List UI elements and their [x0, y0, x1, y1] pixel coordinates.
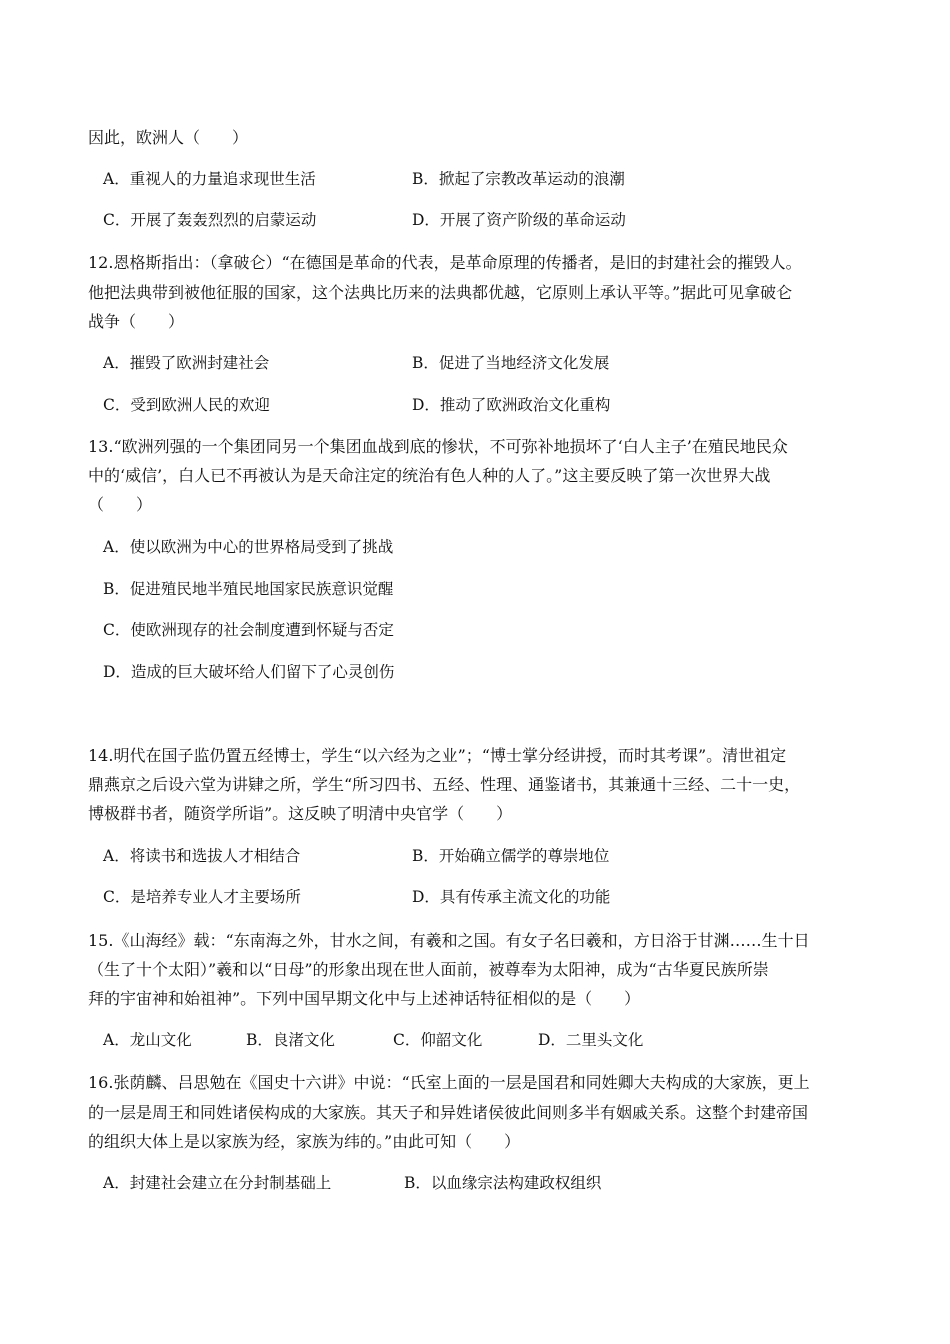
q11-option-a: A．重视人的力量追求现世生活 — [103, 170, 316, 188]
q12-option-a: A．摧毁了欧洲封建社会 — [103, 354, 270, 372]
q15-option-c: C．仰韶文化 — [393, 1031, 483, 1049]
q12-stem-line-1: 12.恩格斯指出：（拿破仑）“在德国是革命的代表，是革命原理的传播者，是旧的封建社会的摧毁人。 — [88, 253, 802, 272]
q15-stem-line-1: 15.《山海经》载：“东南海之外，甘水之间，有羲和之国。有女子名曰羲和，方日浴于甘渊……生十日 — [88, 931, 810, 950]
q11-option-d: D．开展了资产阶级的革命运动 — [412, 211, 626, 229]
q15-option-b: B．良渚文化 — [246, 1031, 335, 1049]
q12-stem-line-2: 他把法典带到被他征服的国家，这个法典比历来的法典都优越，它原则上承认平等。”据此可见拿破仑 — [88, 283, 793, 302]
q14-option-d: D．具有传承主流文化的功能 — [412, 888, 611, 906]
q15-stem-line-2: （生了十个太阳）”羲和以“日母”的形象出现在世人面前，被尊奉为太阳神，成为“古华夏民族所崇 — [88, 960, 769, 979]
q11-stem-tail: 因此，欧洲人（ ） — [88, 128, 249, 147]
q11-option-b: B．掀起了宗教改革运动的浪潮 — [412, 170, 625, 188]
q12-stem-line-3: 战争（ ） — [88, 312, 185, 331]
q15-stem-line-3: 拜的宇宙神和始祖神”。下列中国早期文化中与上述神话特征相似的是（ ） — [88, 989, 641, 1008]
q12-option-b: B．促进了当地经济文化发展 — [412, 354, 610, 372]
q13-option-a: A．使以欧洲为中心的世界格局受到了挑战 — [103, 538, 394, 556]
q11-option-c: C．开展了轰轰烈烈的启蒙运动 — [103, 211, 317, 229]
q15-option-d: D．二里头文化 — [538, 1031, 644, 1049]
q16-stem-line-2: 的一层是周王和同姓诸侯构成的大家族。其天子和异姓诸侯彼此间则多半有姻戚关系。这整个封建帝国 — [88, 1103, 809, 1122]
q13-option-b: B．促进殖民地半殖民地国家民族意识觉醒 — [103, 580, 394, 598]
q14-option-c: C．是培养专业人才主要场所 — [103, 888, 301, 906]
q16-option-b: B．以血缘宗法构建政权组织 — [404, 1174, 602, 1192]
q13-stem-line-3: （ ） — [88, 495, 153, 514]
q13-option-d: D．造成的巨大破坏给人们留下了心灵创伤 — [103, 663, 395, 681]
q13-stem-line-1: 13.“欧洲列强的一个集团同另一个集团血战到底的惨状，不可弥补地损坏了‘白人主子’在殖民地民众 — [88, 437, 788, 456]
q13-option-c: C．使欧洲现存的社会制度遭到怀疑与否定 — [103, 621, 394, 639]
q14-option-a: A．将读书和选拔人才相结合 — [103, 847, 301, 865]
q16-stem-line-1: 16.张荫麟、吕思勉在《国史十六讲》中说：“氏室上面的一层是国君和同姓卿大夫构成的大家族，更上 — [88, 1073, 810, 1092]
q15-option-a: A．龙山文化 — [103, 1031, 192, 1049]
q12-option-d: D．推动了欧洲政治文化重构 — [412, 396, 611, 414]
q14-option-b: B．开始确立儒学的尊崇地位 — [412, 847, 610, 865]
q12-option-c: C．受到欧洲人民的欢迎 — [103, 396, 270, 414]
q14-stem-line-2: 鼎燕京之后设六堂为讲肄之所，学生“所习四书、五经、性理、通鉴诸书，其兼通十三经、二十一史， — [88, 775, 801, 794]
q13-stem-line-2: 中的‘威信’，白人已不再被认为是天命注定的统治有色人种的人了。”这主要反映了第一次世界大战 — [88, 466, 771, 485]
q16-option-a: A．封建社会建立在分封制基础上 — [103, 1174, 332, 1192]
q16-stem-line-3: 的组织大体上是以家族为经，家族为纬的。”由此可知（ ） — [88, 1132, 521, 1151]
q14-stem-line-3: 博极群书者，随资学所诣”。这反映了明清中央官学（ ） — [88, 804, 513, 823]
q14-stem-line-1: 14.明代在国子监仍置五经博士，学生“以六经为之业”；“博士掌分经讲授，而时其考课”。清世祖定 — [88, 746, 787, 765]
